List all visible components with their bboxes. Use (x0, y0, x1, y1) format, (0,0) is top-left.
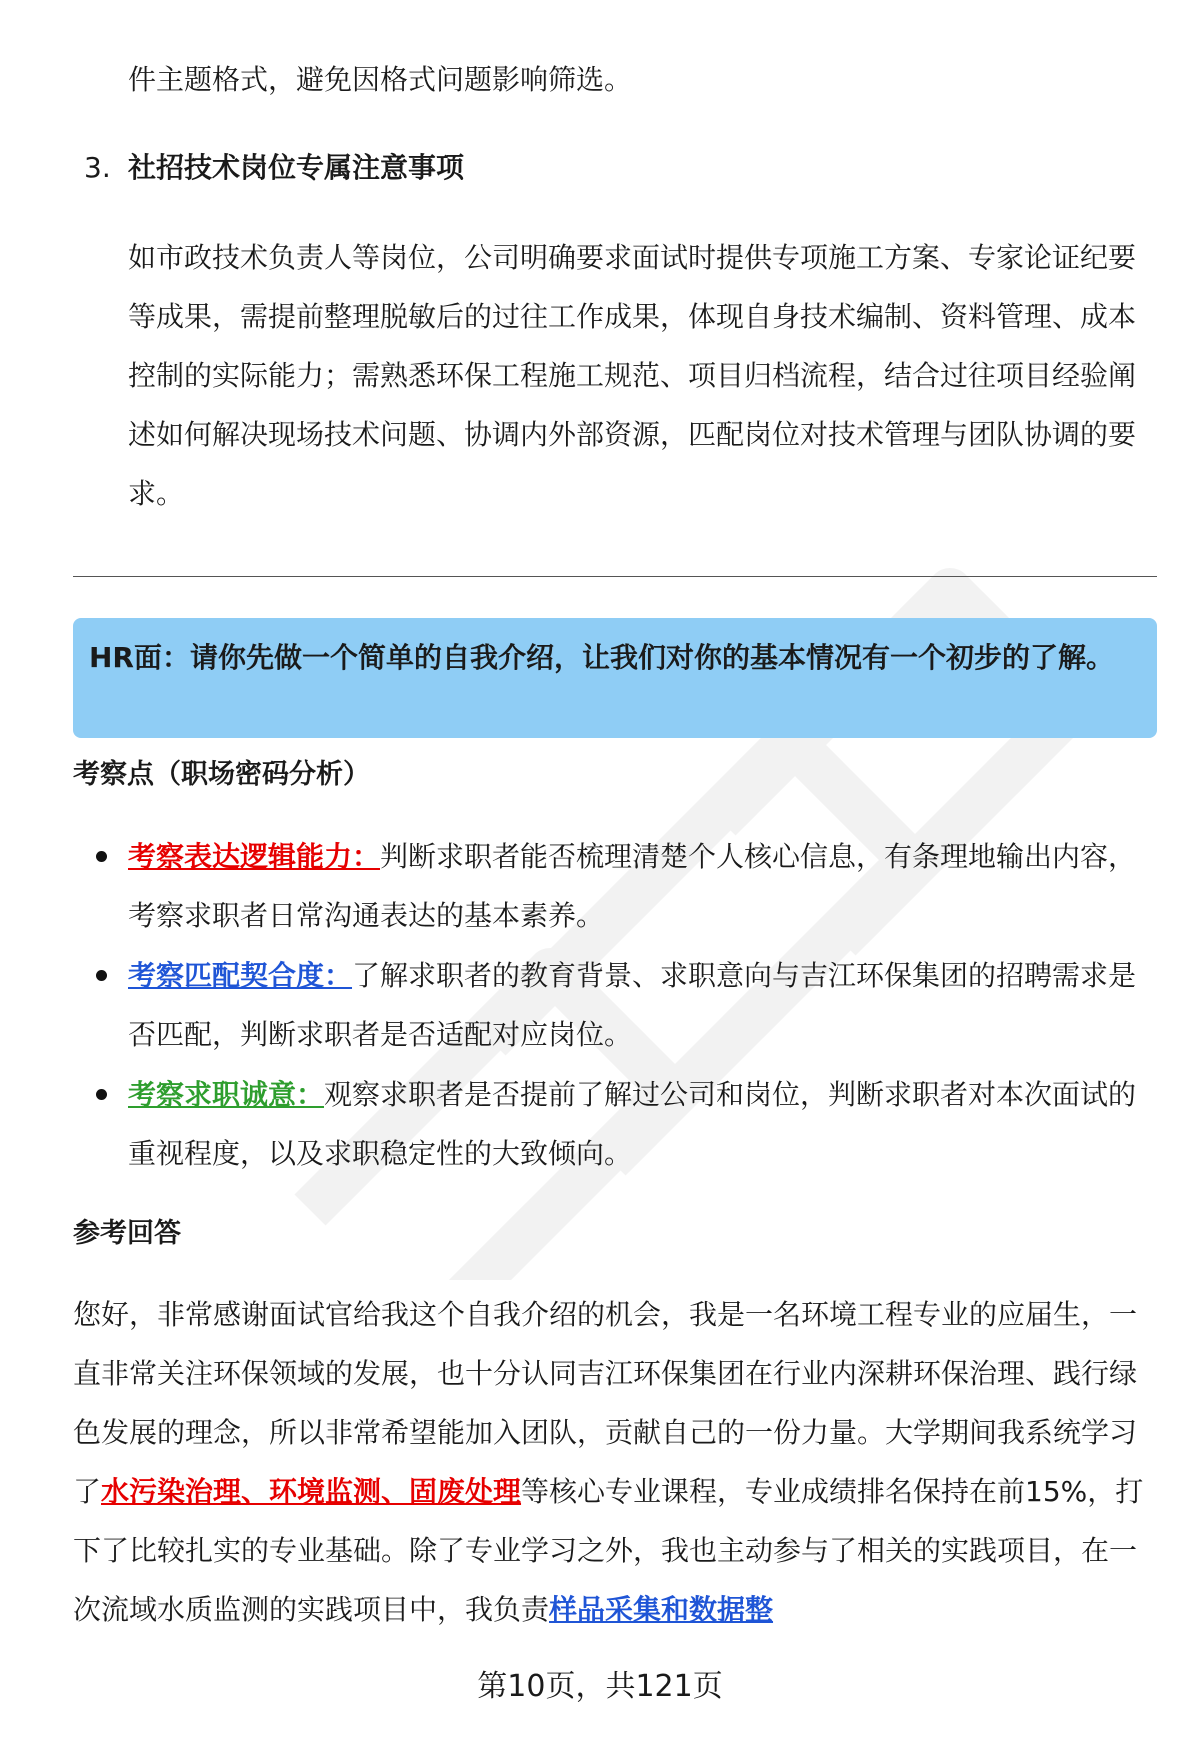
answer-text: 等核心专业课程，专业成绩排名保持在前15%，打下了比较扎实的专业基础。除了专业学习之外，我也主动参与了相关的实践项目，在一次流域水质监测的实践项目中，我负责 (73, 1475, 1144, 1626)
answer-body (73, 1285, 1158, 1639)
analysis-item-key: 考察求职诚意： (128, 1078, 325, 1111)
analysis-item (128, 827, 1158, 945)
bullet-dot (96, 970, 107, 981)
analysis-item-text: 观察求职者是否提前了解过公司和岗位，判断求职者对本次面试的重视程度，以及求职稳定性的大致倾向。 (128, 1078, 1137, 1170)
analysis-item (128, 946, 1158, 1064)
analysis-item-key: 考察匹配契合度： (128, 959, 353, 992)
question-text: HR面：请你先做一个简单的自我介绍，让我们对你的基本情况有一个初步的了解。 (89, 641, 1114, 674)
answer-highlight: 样品采集和数据整 (549, 1593, 774, 1626)
analysis-title: 考察点（职场密码分析） (73, 759, 370, 790)
analysis-item-key: 考察表达逻辑能力： (128, 840, 381, 873)
bullet-dot (96, 851, 107, 862)
answer-title: 参考回答 (73, 1218, 181, 1249)
analysis-item (128, 1065, 1158, 1183)
answer-highlight: 水污染治理、环境监测、固废处理 (101, 1475, 522, 1508)
question-box (73, 618, 1157, 738)
section-title: 社招技术岗位专属注意事项 (128, 151, 465, 184)
section-divider (73, 576, 1157, 577)
section-number: 3. (84, 151, 111, 184)
bullet-dot (96, 1089, 107, 1100)
answer-text: 您好，非常感谢面试官给我这个自我介绍的机会，我是一名环境工程专业的应届生，一直非常关注环保领域的发展，也十分认同吉江环保集团在行业内深耕环保治理、践行绿色发展的理念，所以非常希望能加入团队，贡献自己的一份力量。大学期间我系统学习了 (73, 1298, 1138, 1508)
page-footer: 第10页，共121页 (477, 1669, 723, 1704)
analysis-item-text: 判断求职者能否梳理清楚个人核心信息，有条理地输出内容，考察求职者日常沟通表达的基本素养。 (128, 840, 1137, 932)
section-body: 如市政技术负责人等岗位，公司明确要求面试时提供专项施工方案、专家论证纪要等成果，需提前整理脱敏后的过往工作成果，体现自身技术编制、资料管理、成本控制的实际能力；需熟悉环保工程施工规范、项目归档流程，结合过往项目经验阐述如何解决现场技术问题、协调内外部资源，匹配岗位对技术管理与团队协调的要求。 (128, 241, 1137, 510)
paragraph-continuation: 件主题格式，避免因格式问题影响筛选。 (128, 63, 633, 96)
analysis-item-text: 了解求职者的教育背景、求职意向与吉江环保集团的招聘需求是否匹配，判断求职者是否适配对应岗位。 (128, 959, 1137, 1051)
